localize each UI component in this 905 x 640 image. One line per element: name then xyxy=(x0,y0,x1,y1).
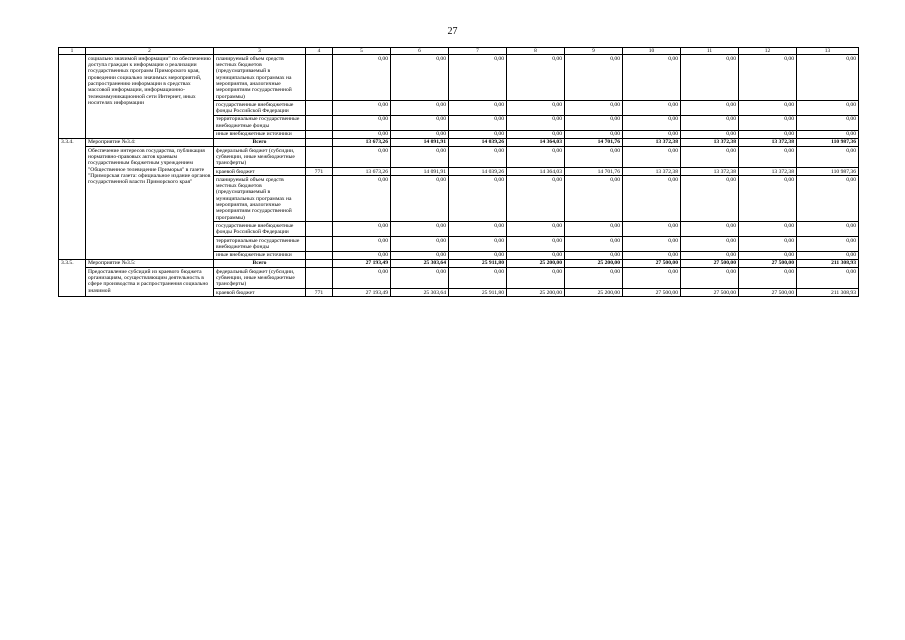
code-cell: 771 xyxy=(306,168,333,176)
value-cell: 0,00 xyxy=(739,222,797,237)
value-cell: 14 039,26 xyxy=(449,168,507,176)
value-cell: 0,00 xyxy=(391,101,449,116)
value-cell: 0,00 xyxy=(449,268,507,289)
code-cell xyxy=(306,130,333,138)
total-value: 14 039,26 xyxy=(449,138,507,146)
source-cell: федеральный бюджет (субсидии, субвенции, иные межбюджетные трансферты) xyxy=(214,268,306,289)
value-cell: 0,00 xyxy=(681,147,739,168)
value-cell: 0,00 xyxy=(739,251,797,259)
value-cell: 0,00 xyxy=(565,251,623,259)
value-cell: 0,00 xyxy=(797,222,859,237)
value-cell: 0,00 xyxy=(623,147,681,168)
value-cell: 0,00 xyxy=(797,101,859,116)
block-title: Мероприятие №3.5: xyxy=(86,259,214,267)
total-value: 110 987,36 xyxy=(797,138,859,146)
source-cell: планируемый объем средств местных бюджетов (предусматриваемый в муниципальных программах на мероприятия, аналогичные мероприятиям государственной программы) xyxy=(214,55,306,101)
value-cell: 0,00 xyxy=(449,130,507,138)
value-cell: 0,00 xyxy=(507,251,565,259)
source-cell: иные внебюджетные источники xyxy=(214,251,306,259)
code-cell xyxy=(306,268,333,289)
value-cell: 0,00 xyxy=(681,237,739,252)
total-label: Всего xyxy=(214,138,306,146)
value-cell: 0,00 xyxy=(449,222,507,237)
value-cell: 0,00 xyxy=(333,115,391,130)
header-cell: 3 xyxy=(214,48,306,55)
value-cell: 0,00 xyxy=(739,115,797,130)
value-cell: 0,00 xyxy=(333,101,391,116)
source-cell: федеральный бюджет (субсидии, субвенции, иные межбюджетные трансферты) xyxy=(214,147,306,168)
value-cell: 0,00 xyxy=(391,176,449,222)
code-cell xyxy=(306,176,333,222)
header-cell: 10 xyxy=(623,48,681,55)
block-description: Обеспечение интересов государства, публикация нормативно-правовых актов краевым государственным бюджетным учреждением "Общественное телевидение Приморья" в газете "Приморская газета: официальное издание органов государственной власти Приморского края" xyxy=(86,147,214,260)
value-cell: 0,00 xyxy=(449,115,507,130)
block-description: Предоставление субсидий из краевого бюджета организациям, осуществляющим деятельность в сфере производства и распространения социально значимой xyxy=(86,268,214,297)
header-cell: 6 xyxy=(391,48,449,55)
value-cell: 0,00 xyxy=(739,268,797,289)
total-value: 14 364,03 xyxy=(507,138,565,146)
code-cell xyxy=(306,115,333,130)
value-cell: 0,00 xyxy=(797,237,859,252)
value-cell: 0,00 xyxy=(391,268,449,289)
header-row xyxy=(59,48,859,55)
value-cell: 0,00 xyxy=(391,55,449,101)
total-value: 25 200,00 xyxy=(565,259,623,267)
value-cell: 0,00 xyxy=(507,237,565,252)
code-cell xyxy=(306,55,333,101)
total-value: 211 308,93 xyxy=(797,259,859,267)
value-cell: 0,00 xyxy=(797,251,859,259)
block-id xyxy=(59,55,86,139)
value-cell: 0,00 xyxy=(623,130,681,138)
header-cell: 8 xyxy=(507,48,565,55)
value-cell: 0,00 xyxy=(333,268,391,289)
header-cell: 11 xyxy=(681,48,739,55)
value-cell: 0,00 xyxy=(797,176,859,222)
total-value: 25 200,00 xyxy=(507,259,565,267)
value-cell: 0,00 xyxy=(333,147,391,168)
value-cell: 0,00 xyxy=(333,237,391,252)
value-cell: 0,00 xyxy=(623,101,681,116)
header-cell: 9 xyxy=(565,48,623,55)
total-value: 13 372,38 xyxy=(623,138,681,146)
value-cell: 27 193,49 xyxy=(333,289,391,297)
value-cell: 13 372,38 xyxy=(739,168,797,176)
table-row xyxy=(59,268,859,289)
table-row xyxy=(59,55,859,101)
code-cell xyxy=(306,147,333,168)
value-cell: 0,00 xyxy=(449,101,507,116)
value-cell: 25 303,64 xyxy=(391,289,449,297)
value-cell: 110 987,36 xyxy=(797,168,859,176)
value-cell: 27 500,00 xyxy=(681,289,739,297)
value-cell: 0,00 xyxy=(333,55,391,101)
page-number: 27 xyxy=(447,26,458,37)
header-cell: 4 xyxy=(306,48,333,55)
value-cell: 0,00 xyxy=(623,237,681,252)
value-cell: 0,00 xyxy=(391,251,449,259)
value-cell: 0,00 xyxy=(797,130,859,138)
value-cell: 0,00 xyxy=(623,222,681,237)
header-cell: 7 xyxy=(449,48,507,55)
code-cell xyxy=(306,101,333,116)
value-cell: 27 500,00 xyxy=(739,289,797,297)
source-cell: иные внебюджетные источники xyxy=(214,130,306,138)
value-cell: 0,00 xyxy=(623,55,681,101)
value-cell: 0,00 xyxy=(449,251,507,259)
value-cell: 0,00 xyxy=(623,268,681,289)
value-cell: 0,00 xyxy=(507,268,565,289)
value-cell: 0,00 xyxy=(507,115,565,130)
header-cell: 2 xyxy=(86,48,214,55)
table-row xyxy=(59,147,859,168)
value-cell: 0,00 xyxy=(507,176,565,222)
value-cell: 0,00 xyxy=(391,130,449,138)
value-cell: 0,00 xyxy=(797,268,859,289)
value-cell: 13 372,38 xyxy=(623,168,681,176)
total-value: 14 091,91 xyxy=(391,138,449,146)
header-cell: 1 xyxy=(59,48,86,55)
block-id: 3.3.5. xyxy=(59,259,86,296)
value-cell: 0,00 xyxy=(739,101,797,116)
value-cell: 211 308,93 xyxy=(797,289,859,297)
value-cell: 0,00 xyxy=(681,251,739,259)
value-cell: 25 911,80 xyxy=(449,289,507,297)
source-cell: государственные внебюджетные фонды Российской Федерации xyxy=(214,101,306,116)
value-cell: 0,00 xyxy=(333,222,391,237)
total-value: 13 372,38 xyxy=(681,138,739,146)
value-cell: 0,00 xyxy=(507,222,565,237)
value-cell: 0,00 xyxy=(565,101,623,116)
value-cell: 0,00 xyxy=(681,101,739,116)
value-cell: 0,00 xyxy=(739,130,797,138)
value-cell: 0,00 xyxy=(449,176,507,222)
value-cell: 0,00 xyxy=(681,55,739,101)
value-cell: 0,00 xyxy=(507,130,565,138)
source-cell: территориальные государственные внебюджетные фонды xyxy=(214,237,306,252)
source-cell: краевой бюджет xyxy=(214,289,306,297)
value-cell: 0,00 xyxy=(507,147,565,168)
code-cell xyxy=(306,237,333,252)
value-cell: 0,00 xyxy=(391,237,449,252)
table-body xyxy=(59,48,859,297)
value-cell: 0,00 xyxy=(565,115,623,130)
value-cell: 0,00 xyxy=(449,55,507,101)
total-row xyxy=(59,138,859,146)
total-value: 13 372,38 xyxy=(739,138,797,146)
block-id: 3.3.4. xyxy=(59,138,86,259)
total-value: 27 500,00 xyxy=(623,259,681,267)
value-cell: 0,00 xyxy=(565,176,623,222)
block-description: социально значимой информации" по обеспечению доступа граждан к информации о реализации государственных программ Приморского края, проведении социально значимых мероприятий, распространению информации в средствах массовой информации, информационно-телекоммуникационной сети Интернет, иных носителях информации xyxy=(86,55,214,139)
value-cell: 14 364,03 xyxy=(507,168,565,176)
value-cell: 0,00 xyxy=(623,176,681,222)
value-cell: 0,00 xyxy=(681,268,739,289)
value-cell: 0,00 xyxy=(391,147,449,168)
code-cell xyxy=(306,222,333,237)
value-cell: 13 673,26 xyxy=(333,168,391,176)
value-cell: 0,00 xyxy=(739,55,797,101)
total-value: 27 500,00 xyxy=(681,259,739,267)
total-value: 14 701,76 xyxy=(565,138,623,146)
value-cell: 0,00 xyxy=(391,115,449,130)
value-cell: 0,00 xyxy=(565,55,623,101)
value-cell: 0,00 xyxy=(739,176,797,222)
value-cell: 0,00 xyxy=(681,115,739,130)
code-cell: 771 xyxy=(306,289,333,297)
value-cell: 0,00 xyxy=(565,268,623,289)
total-value: 25 911,80 xyxy=(449,259,507,267)
value-cell: 0,00 xyxy=(333,130,391,138)
value-cell: 0,00 xyxy=(391,222,449,237)
value-cell: 25 200,00 xyxy=(507,289,565,297)
value-cell: 13 372,38 xyxy=(681,168,739,176)
value-cell: 0,00 xyxy=(797,115,859,130)
code-cell xyxy=(306,251,333,259)
source-cell: территориальные государственные внебюджетные фонды xyxy=(214,115,306,130)
total-label: Всего xyxy=(214,259,306,267)
total-value: 27 193,49 xyxy=(333,259,391,267)
value-cell: 0,00 xyxy=(449,237,507,252)
value-cell: 14 091,91 xyxy=(391,168,449,176)
total-value: 25 303,64 xyxy=(391,259,449,267)
value-cell: 0,00 xyxy=(681,176,739,222)
source-cell: краевой бюджет xyxy=(214,168,306,176)
source-cell: планируемый объем средств местных бюджетов (предусматриваемый в муниципальных программах на мероприятия, аналогичные мероприятиям государственной программы) xyxy=(214,176,306,222)
budget-table xyxy=(58,47,859,297)
source-cell: государственные внебюджетные фонды Российской Федерации xyxy=(214,222,306,237)
value-cell: 0,00 xyxy=(739,147,797,168)
total-value: 27 500,00 xyxy=(739,259,797,267)
total-value: 13 673,26 xyxy=(333,138,391,146)
value-cell: 0,00 xyxy=(333,251,391,259)
value-cell: 27 500,00 xyxy=(623,289,681,297)
header-cell: 13 xyxy=(797,48,859,55)
value-cell: 0,00 xyxy=(565,130,623,138)
header-cell: 5 xyxy=(333,48,391,55)
value-cell: 25 200,00 xyxy=(565,289,623,297)
value-cell: 0,00 xyxy=(681,130,739,138)
value-cell: 14 701,76 xyxy=(565,168,623,176)
value-cell: 0,00 xyxy=(623,251,681,259)
total-row xyxy=(59,259,859,267)
value-cell: 0,00 xyxy=(507,101,565,116)
value-cell: 0,00 xyxy=(449,147,507,168)
header-cell: 12 xyxy=(739,48,797,55)
value-cell: 0,00 xyxy=(739,237,797,252)
value-cell: 0,00 xyxy=(565,147,623,168)
value-cell: 0,00 xyxy=(565,237,623,252)
code-cell xyxy=(306,259,333,267)
block-title: Мероприятие №3.4: xyxy=(86,138,214,146)
value-cell: 0,00 xyxy=(333,176,391,222)
value-cell: 0,00 xyxy=(507,55,565,101)
value-cell: 0,00 xyxy=(681,222,739,237)
value-cell: 0,00 xyxy=(623,115,681,130)
value-cell: 0,00 xyxy=(797,147,859,168)
value-cell: 0,00 xyxy=(565,222,623,237)
code-cell xyxy=(306,138,333,146)
value-cell: 0,00 xyxy=(797,55,859,101)
